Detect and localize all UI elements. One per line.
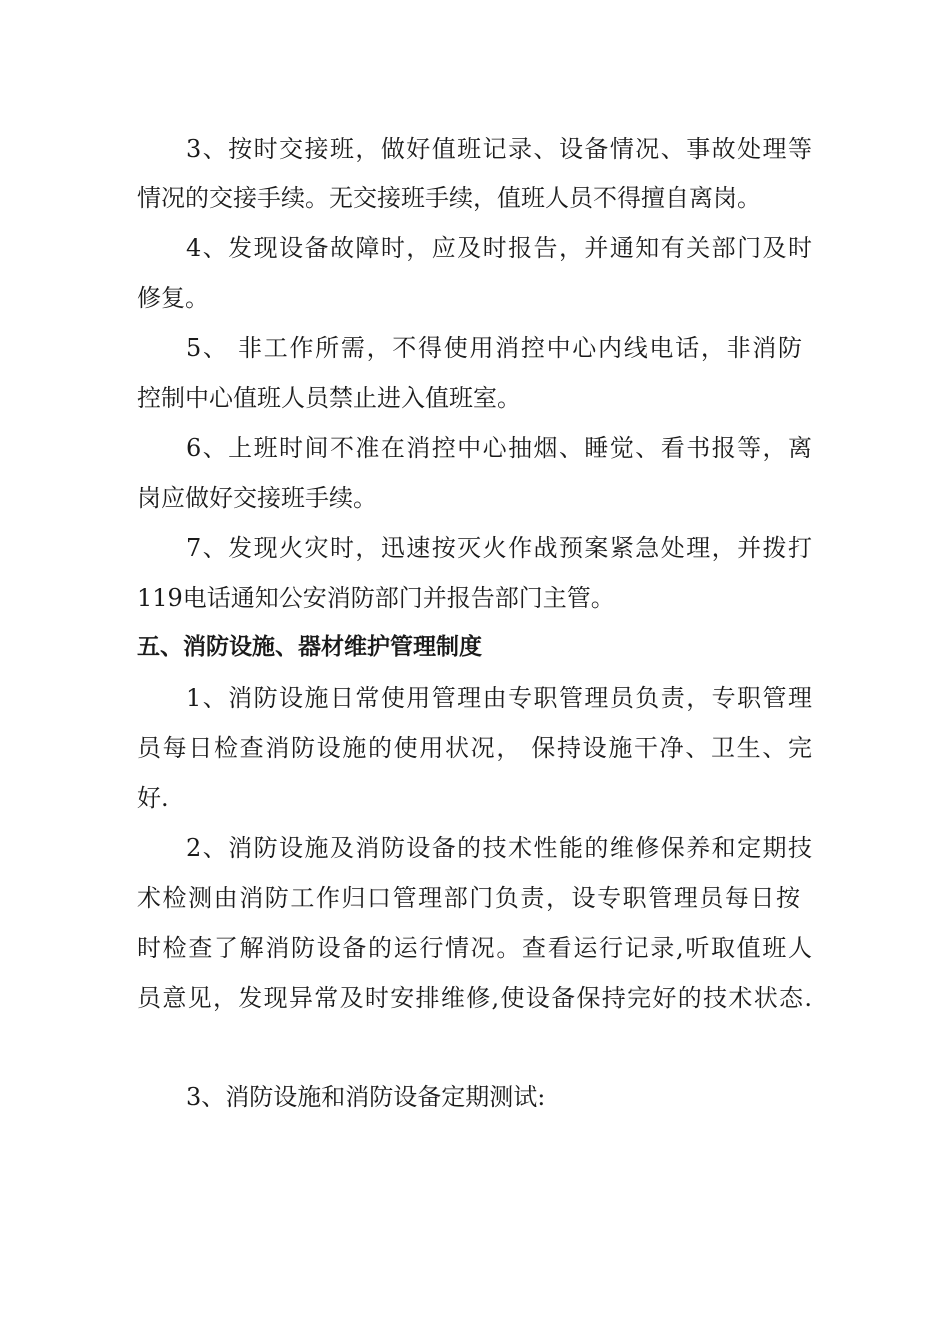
item-7-line-2: 119电话通知公安消防部门并报告部门主管。 [137, 584, 615, 612]
section-item-1-line-3: 好. [137, 784, 169, 812]
item-3-line-2: 情况的交接手续。无交接班手续，值班人员不得擅自离岗。 [137, 184, 761, 212]
item-6-line-2: 岗应做好交接班手续。 [137, 484, 377, 512]
section-item-1-line-1: 1、消防设施日常使用管理由专职管理员负责，专职管理 [186, 684, 812, 712]
item-5-line-2: 控制中心值班人员禁止进入值班室。 [137, 384, 521, 412]
item-6-line-1: 6、上班时间不准在消控中心抽烟、睡觉、看书报等，离 [186, 434, 812, 462]
section-item-2-line-3: 时检查了解消防设备的运行情况。查看运行记录,听取值班人 [137, 934, 812, 962]
section-item-3-line-1: 3、消防设施和消防设备定期测试: [186, 1083, 546, 1111]
section-item-2-line-4: 员意见，发现异常及时安排维修,使设备保持完好的技术状态. [137, 984, 812, 1012]
section-item-2-line-2: 术检测由消防工作归口管理部门负责，设专职管理员每日按 [137, 884, 800, 912]
item-4-line-1: 4、发现设备故障时，应及时报告，并通知有关部门及时 [186, 234, 812, 262]
item-4-line-2: 修复。 [137, 284, 209, 312]
item-3-line-1: 3、按时交接班，做好值班记录、设备情况、事故处理等 [186, 135, 812, 163]
item-5-line-1: 5、 非工作所需，不得使用消控中心内线电话，非消防 [186, 334, 802, 362]
item-7-line-1: 7、发现火灾时，迅速按灭火作战预案紧急处理，并拨打 [186, 534, 812, 562]
section-item-2-line-1: 2、消防设施及消防设备的技术性能的维修保养和定期技 [186, 834, 812, 862]
section-heading: 五、消防设施、器材维护管理制度 [137, 634, 482, 660]
section-item-1-line-2: 员每日检查消防设施的使用状况， 保持设施干净、卫生、完 [137, 734, 812, 762]
